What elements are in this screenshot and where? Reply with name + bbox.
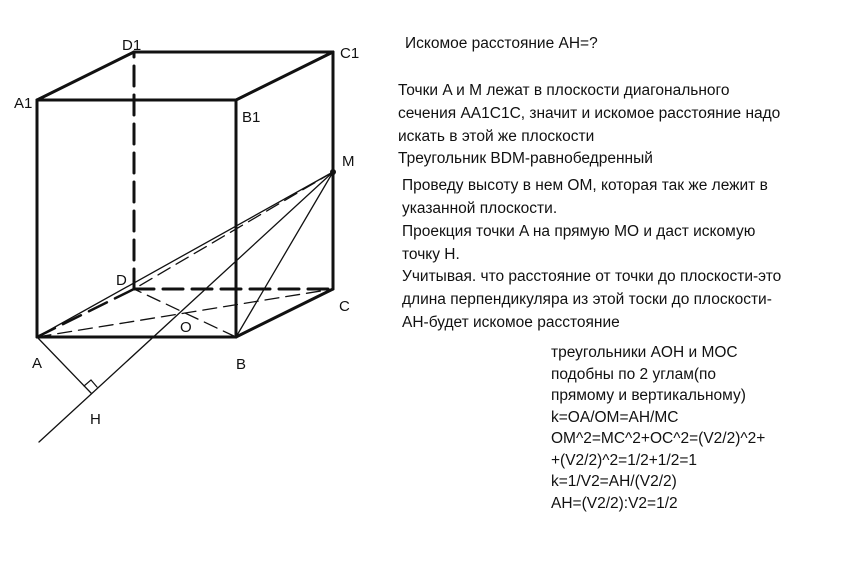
edge-B1-C1	[236, 52, 333, 100]
explanation-line: Треугольник BDM-равнобедренный	[398, 150, 653, 168]
label-D1: D1	[122, 37, 142, 54]
solution-line: OM^2=MC^2+OC^2=(V2/2)^2+	[551, 430, 766, 447]
explanation-line: AH-будет искомое расстояние	[402, 313, 620, 331]
solution-line: подобны по 2 углам(по	[551, 365, 717, 383]
label-D: D	[116, 272, 127, 289]
explanation-line: точку H.	[402, 245, 460, 263]
cube-diagram	[0, 0, 400, 564]
solution-line: k=OA/OM=AH/MC	[551, 408, 679, 426]
label-C: C	[339, 298, 350, 315]
segment-A-H	[37, 337, 91, 393]
label-A1: A1	[14, 95, 33, 112]
solution-line: треугольники AOH и MOC	[551, 344, 738, 361]
solution-line: +(V2/2)^2=1/2+1/2=1	[551, 451, 698, 469]
label-A: A	[32, 355, 43, 372]
explanation-line: сечения AA1C1C, значит и искомое расстояние надо	[398, 104, 781, 122]
label-H: H	[90, 411, 101, 428]
line-M-O-extended	[39, 172, 333, 442]
solution-line: AH=(V2/2):V2=1/2	[551, 494, 678, 512]
label-M: M	[342, 153, 355, 170]
label-B: B	[236, 356, 247, 373]
question-text: Искомое расстояние AH=?	[405, 35, 598, 52]
edge-A-D	[37, 289, 134, 337]
explanation-line: Точки A и M лежат в плоскости диагонального	[398, 82, 730, 99]
label-C1: C1	[340, 45, 360, 62]
label-O: O	[180, 319, 192, 336]
point-M	[330, 169, 336, 175]
explanation-block	[398, 80, 781, 335]
edge-A1-D1	[37, 52, 134, 100]
explanation-line: Проведу высоту в нем OM, которая так же лежит в	[402, 177, 768, 195]
solution-block	[551, 342, 765, 514]
explanation-line: искать в этой же плоскости	[398, 127, 595, 145]
explanation-line: указанной плоскости.	[402, 199, 558, 217]
solution-line: k=1/V2=AH/(V2/2)	[551, 473, 677, 490]
explanation-line: Учитывая. что расстояние от точки до плоскости-это	[402, 268, 782, 286]
explanation-line: длина перпендикуляра из этой тоски до плоскости-	[402, 291, 772, 309]
label-B1: B1	[242, 109, 261, 126]
solution-line: прямому и вертикальному)	[551, 387, 746, 404]
segment-M-D	[134, 172, 333, 289]
right-angle-mark	[84, 380, 97, 387]
explanation-line: Проекция точки A на прямую MO и даст искомую	[402, 222, 756, 240]
